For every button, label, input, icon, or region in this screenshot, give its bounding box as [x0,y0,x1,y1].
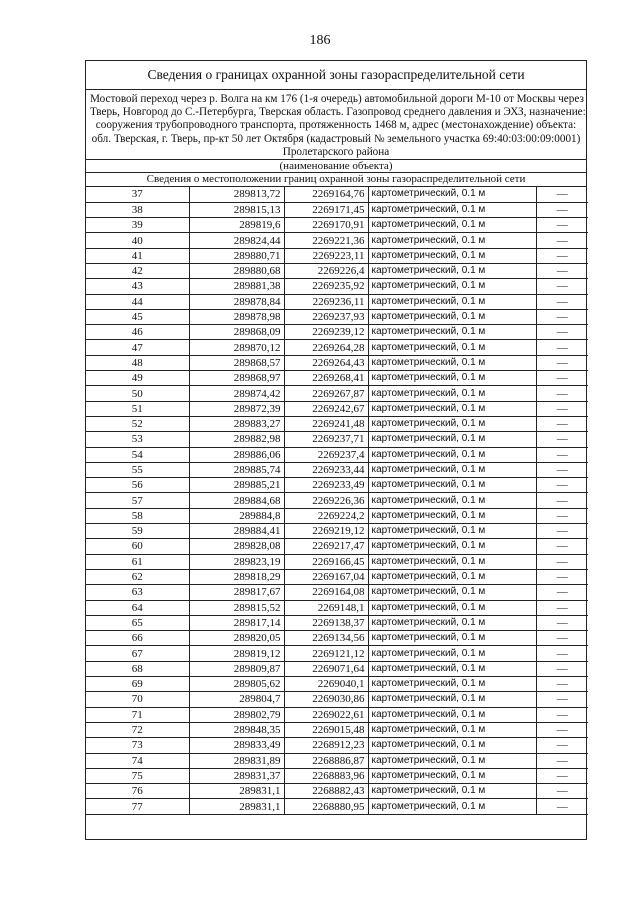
coord-x-cell: 289885,74 [189,462,284,477]
point-number-cell: 56 [86,478,189,493]
determination-method-cell: картометрический, 0.1 м [368,722,536,737]
extra-value-cell: — [536,508,588,523]
extra-value-cell: — [536,355,588,370]
table-row [86,768,588,783]
table-row [86,753,588,768]
coord-y-cell: 2269237,93 [284,309,368,324]
extra-value-cell: — [536,524,588,539]
determination-method-cell: картометрический, 0.1 м [368,416,536,431]
coord-x-cell: 289817,14 [189,615,284,630]
determination-method-cell: картометрический, 0.1 м [368,493,536,508]
coord-y-cell: 2268912,23 [284,738,368,753]
coord-x-cell: 289884,68 [189,493,284,508]
determination-method-cell: картометрический, 0.1 м [368,707,536,722]
coord-x-cell: 289868,57 [189,355,284,370]
extra-value-cell: — [536,462,588,477]
coord-x-cell: 289882,98 [189,432,284,447]
coord-x-cell: 289878,98 [189,309,284,324]
point-number-cell: 71 [86,707,189,722]
determination-method-cell: картометрический, 0.1 м [368,386,536,401]
extra-value-cell: — [536,539,588,554]
point-number-cell: 72 [86,722,189,737]
coord-x-cell: 289833,49 [189,738,284,753]
coord-y-cell: 2269167,04 [284,569,368,584]
determination-method-cell: картометрический, 0.1 м [368,784,536,799]
coord-y-cell: 2269121,12 [284,646,368,661]
table-row [86,600,588,615]
point-number-cell: 76 [86,784,189,799]
coord-x-cell: 289883,27 [189,416,284,431]
table-row [86,569,588,584]
extra-value-cell: — [536,615,588,630]
table-row [86,340,588,355]
coord-y-cell: 2269171,45 [284,202,368,217]
coord-y-cell: 2269164,76 [284,187,368,202]
table-row [86,416,588,431]
coord-y-cell: 2268886,87 [284,753,368,768]
extra-value-cell: — [536,202,588,217]
coord-x-cell: 289881,38 [189,279,284,294]
determination-method-cell: картометрический, 0.1 м [368,508,536,523]
coord-y-cell: 2269022,61 [284,707,368,722]
determination-method-cell: картометрический, 0.1 м [368,554,536,569]
table-row [86,738,588,753]
coord-y-cell: 2269030,86 [284,692,368,707]
point-number-cell: 43 [86,279,189,294]
coord-y-cell: 2269219,12 [284,524,368,539]
determination-method-cell: картометрический, 0.1 м [368,524,536,539]
point-number-cell: 44 [86,294,189,309]
determination-method-cell: картометрический, 0.1 м [368,585,536,600]
determination-method-cell: картометрический, 0.1 м [368,615,536,630]
extra-value-cell: — [536,631,588,646]
extra-value-cell: — [536,218,588,233]
coord-x-cell: 289831,1 [189,799,284,814]
extra-value-cell: — [536,279,588,294]
description-line: Тверь, Новгород до С.-Петербурга, Тверская область. Газопровод среднего давления и ЭХЗ, назначение: [90,106,586,119]
point-number-cell: 66 [86,631,189,646]
coord-y-cell: 2269138,37 [284,615,368,630]
extra-value-cell: — [536,799,588,814]
point-number-cell: 41 [86,248,189,263]
determination-method-cell: картометрический, 0.1 м [368,202,536,217]
determination-method-cell: картометрический, 0.1 м [368,447,536,462]
coord-y-cell: 2269264,43 [284,355,368,370]
determination-method-cell: картометрический, 0.1 м [368,340,536,355]
coord-y-cell: 2269217,47 [284,539,368,554]
coord-y-cell: 2269237,71 [284,432,368,447]
extra-value-cell: — [536,371,588,386]
table-row [86,554,588,569]
determination-method-cell: картометрический, 0.1 м [368,248,536,263]
point-number-cell: 37 [86,187,189,202]
coord-x-cell: 289804,7 [189,692,284,707]
table-row [86,447,588,462]
coord-x-cell: 289886,06 [189,447,284,462]
point-number-cell: 39 [86,218,189,233]
coord-y-cell: 2269237,4 [284,447,368,462]
determination-method-cell: картометрический, 0.1 м [368,187,536,202]
coord-x-cell: 289880,68 [189,264,284,279]
extra-value-cell: — [536,432,588,447]
point-number-cell: 47 [86,340,189,355]
extra-value-cell: — [536,600,588,615]
coord-y-cell: 2269226,4 [284,264,368,279]
extra-value-cell: — [536,585,588,600]
coord-y-cell: 2269233,44 [284,462,368,477]
point-number-cell: 55 [86,462,189,477]
description-line: Мостовой переход через р. Волга на км 176 (1-я очередь) автомобильной дороги М-10 от Москвы через [90,93,584,105]
coord-x-cell: 289868,09 [189,325,284,340]
page-number: 186 [309,33,331,48]
extra-value-cell: — [536,416,588,431]
determination-method-cell: картометрический, 0.1 м [368,233,536,248]
table-row [86,309,588,324]
determination-method-cell: картометрический, 0.1 м [368,279,536,294]
coord-y-cell: 2269267,87 [284,386,368,401]
table-row [86,508,588,523]
coord-x-cell: 289831,37 [189,768,284,783]
coord-x-cell: 289868,97 [189,371,284,386]
point-number-cell: 54 [86,447,189,462]
point-number-cell: 63 [86,585,189,600]
coord-x-cell: 289874,42 [189,386,284,401]
table-row [86,539,588,554]
determination-method-cell: картометрический, 0.1 м [368,539,536,554]
point-number-cell: 60 [86,539,189,554]
determination-method-cell: картометрический, 0.1 м [368,355,536,370]
determination-method-cell: картометрический, 0.1 м [368,264,536,279]
point-number-cell: 38 [86,202,189,217]
extra-value-cell: — [536,478,588,493]
coord-y-cell: 2269223,11 [284,248,368,263]
point-number-cell: 42 [86,264,189,279]
point-number-cell: 75 [86,768,189,783]
coord-x-cell: 289818,29 [189,569,284,584]
coord-x-cell: 289872,39 [189,401,284,416]
extra-value-cell: — [536,294,588,309]
coord-y-cell: 2269170,91 [284,218,368,233]
determination-method-cell: картометрический, 0.1 м [368,753,536,768]
coord-y-cell: 2269071,64 [284,661,368,676]
coord-y-cell: 2269236,11 [284,294,368,309]
coord-y-cell: 2269241,48 [284,416,368,431]
table-row [86,325,588,340]
extra-value-cell: — [536,677,588,692]
point-number-cell: 40 [86,233,189,248]
table-row [86,722,588,737]
coord-y-cell: 2269164,08 [284,585,368,600]
determination-method-cell: картометрический, 0.1 м [368,462,536,477]
coord-x-cell: 289823,19 [189,554,284,569]
table-row [86,585,588,600]
determination-method-cell: картометрический, 0.1 м [368,325,536,340]
determination-method-cell: картометрический, 0.1 м [368,401,536,416]
determination-method-cell: картометрический, 0.1 м [368,631,536,646]
coord-x-cell: 289878,84 [189,294,284,309]
coord-y-cell: 2269134,56 [284,631,368,646]
coord-y-cell: 2269226,36 [284,493,368,508]
point-number-cell: 51 [86,401,189,416]
point-number-cell: 49 [86,371,189,386]
coord-x-cell: 289820,05 [189,631,284,646]
document-sheet [85,60,587,840]
point-number-cell: 57 [86,493,189,508]
table-row [86,264,588,279]
extra-value-cell: — [536,707,588,722]
point-number-cell: 50 [86,386,189,401]
coordinates-table [86,187,588,815]
point-number-cell: 46 [86,325,189,340]
extra-value-cell: — [536,722,588,737]
extra-value-cell: — [536,187,588,202]
determination-method-cell: картометрический, 0.1 м [368,768,536,783]
determination-method-cell: картометрический, 0.1 м [368,309,536,324]
coord-x-cell: 289831,89 [189,753,284,768]
point-number-cell: 59 [86,524,189,539]
table-row [86,784,588,799]
coord-y-cell: 2269233,49 [284,478,368,493]
determination-method-cell: картометрический, 0.1 м [368,677,536,692]
coord-x-cell: 289884,41 [189,524,284,539]
determination-method-cell: картометрический, 0.1 м [368,478,536,493]
table-row [86,524,588,539]
extra-value-cell: — [536,447,588,462]
description-line: обл. Тверская, г. Тверь, пр-кт 50 лет Октября (кадастровый № земельного участка 69:40:03:00:09:0001) [91,132,581,145]
table-row [86,615,588,630]
object-description [86,90,586,159]
point-number-cell: 64 [86,600,189,615]
coord-y-cell: 2269166,45 [284,554,368,569]
coord-x-cell: 289848,35 [189,722,284,737]
section-header: Сведения о местоположении границ охранной зоны газораспределительной сети [86,172,586,187]
coord-y-cell: 2269242,67 [284,401,368,416]
point-number-cell: 58 [86,508,189,523]
table-row [86,294,588,309]
coord-y-cell: 2269268,41 [284,371,368,386]
extra-value-cell: — [536,753,588,768]
determination-method-cell: картометрический, 0.1 м [368,432,536,447]
coord-x-cell: 289885,21 [189,478,284,493]
coord-y-cell: 2269224,2 [284,508,368,523]
coord-x-cell: 289828,08 [189,539,284,554]
coord-x-cell: 289819,6 [189,218,284,233]
coord-y-cell: 2269040,1 [284,677,368,692]
point-number-cell: 69 [86,677,189,692]
determination-method-cell: картометрический, 0.1 м [368,600,536,615]
point-number-cell: 61 [86,554,189,569]
table-row [86,187,588,202]
determination-method-cell: картометрический, 0.1 м [368,569,536,584]
extra-value-cell: — [536,309,588,324]
table-row [86,371,588,386]
extra-value-cell: — [536,569,588,584]
table-row [86,218,588,233]
extra-value-cell: — [536,784,588,799]
coord-x-cell: 289817,67 [189,585,284,600]
coord-y-cell: 2269235,92 [284,279,368,294]
coord-x-cell: 289813,72 [189,187,284,202]
table-row [86,386,588,401]
coord-x-cell: 289831,1 [189,784,284,799]
coord-x-cell: 289805,62 [189,677,284,692]
description-line: Пролетарского района [282,145,390,158]
point-number-cell: 70 [86,692,189,707]
extra-value-cell: — [536,646,588,661]
table-row [86,493,588,508]
table-row [86,799,588,814]
point-number-cell: 62 [86,569,189,584]
determination-method-cell: картометрический, 0.1 м [368,218,536,233]
coord-x-cell: 289880,71 [189,248,284,263]
coord-x-cell: 289809,87 [189,661,284,676]
coord-y-cell: 2268880,95 [284,799,368,814]
coord-x-cell: 289824,44 [189,233,284,248]
table-row [86,355,588,370]
coord-y-cell: 2269239,12 [284,325,368,340]
extra-value-cell: — [536,264,588,279]
object-name-label: (наименование объекта) [86,159,586,172]
coord-y-cell: 2269264,28 [284,340,368,355]
coord-x-cell: 289884,8 [189,508,284,523]
table-row [86,202,588,217]
point-number-cell: 45 [86,309,189,324]
table-row [86,631,588,646]
table-row [86,646,588,661]
point-number-cell: 52 [86,416,189,431]
table-row [86,478,588,493]
determination-method-cell: картометрический, 0.1 м [368,738,536,753]
extra-value-cell: — [536,692,588,707]
coord-x-cell: 289819,12 [189,646,284,661]
coord-x-cell: 289802,79 [189,707,284,722]
determination-method-cell: картометрический, 0.1 м [368,646,536,661]
table-row [86,279,588,294]
extra-value-cell: — [536,493,588,508]
table-row [86,661,588,676]
determination-method-cell: картометрический, 0.1 м [368,799,536,814]
extra-value-cell: — [536,738,588,753]
table-row [86,432,588,447]
table-row [86,462,588,477]
point-number-cell: 65 [86,615,189,630]
determination-method-cell: картометрический, 0.1 м [368,661,536,676]
point-number-cell: 73 [86,738,189,753]
coord-x-cell: 289815,13 [189,202,284,217]
determination-method-cell: картометрический, 0.1 м [368,371,536,386]
extra-value-cell: — [536,248,588,263]
point-number-cell: 74 [86,753,189,768]
extra-value-cell: — [536,325,588,340]
point-number-cell: 53 [86,432,189,447]
table-row [86,248,588,263]
determination-method-cell: картометрический, 0.1 м [368,294,536,309]
coord-y-cell: 2269015,48 [284,722,368,737]
table-row [86,707,588,722]
coord-y-cell: 2269148,1 [284,600,368,615]
table-row [86,233,588,248]
determination-method-cell: картометрический, 0.1 м [368,692,536,707]
extra-value-cell: — [536,661,588,676]
description-line: сооружения трубопроводного транспорта, протяженность 1468 м, адрес (местонахождение) объекта: [95,119,577,132]
coord-y-cell: 2269221,36 [284,233,368,248]
extra-value-cell: — [536,768,588,783]
coord-x-cell: 289815,52 [189,600,284,615]
point-number-cell: 77 [86,799,189,814]
extra-value-cell: — [536,386,588,401]
table-row [86,692,588,707]
point-number-cell: 67 [86,646,189,661]
extra-value-cell: — [536,340,588,355]
point-number-cell: 48 [86,355,189,370]
coord-y-cell: 2268882,43 [284,784,368,799]
point-number-cell: 68 [86,661,189,676]
table-row [86,401,588,416]
document-title: Сведения о границах охранной зоны газораспределительной сети [86,61,586,90]
coord-y-cell: 2268883,96 [284,768,368,783]
coord-x-cell: 289870,12 [189,340,284,355]
extra-value-cell: — [536,401,588,416]
extra-value-cell: — [536,233,588,248]
table-row [86,677,588,692]
extra-value-cell: — [536,554,588,569]
